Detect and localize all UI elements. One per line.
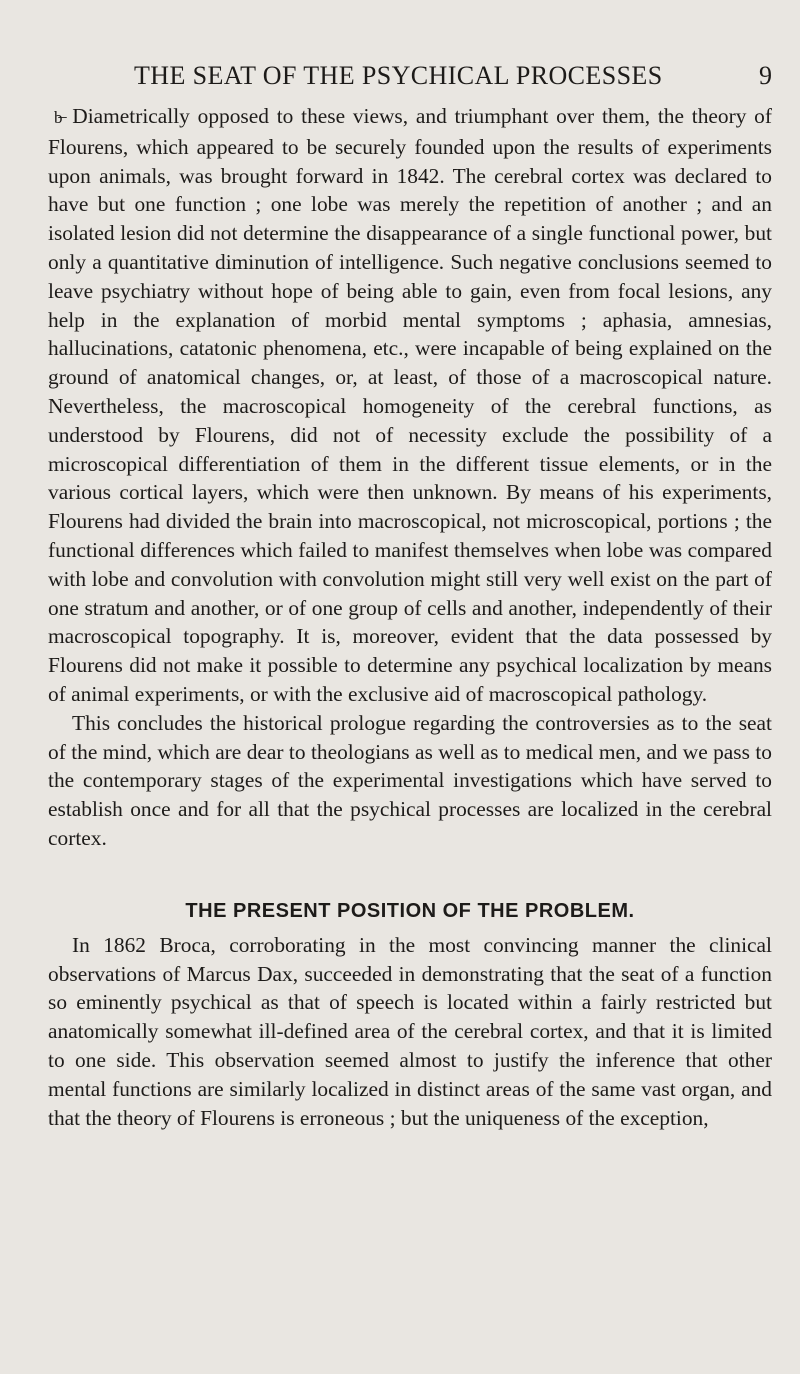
paragraph — [48, 102, 772, 709]
running-title: THE SEAT OF THE PSYCHICAL PROCESSES — [134, 61, 663, 90]
section-heading: THE PRESENT POSITION OF THE PROBLEM. — [185, 899, 635, 922]
paragraph: In 1862 Broca, corroborating in the most convincing manner the clinical observations of Marcus Dax, succeeded in demonstrating that the seat of a function so eminently psychical as that of speech is located within a fairly restricted but anatomically somewhat ill-defined area of the cerebral cortex, and that it is limited to one side. This observation seemed almost to justify the inference that other mental functions are similarly localized in distinct areas of the same vast organ, and that the theory of Flourens is erroneous ; but the uniqueness of the exception, — [48, 932, 772, 1130]
paragraph-text: Diametrically opposed to these views, and triumphant over them, the theory of Flourens, which appeared to be securely founded upon the results of experiments upon animals, was brought forward in 1842. The cerebral cortex was declared to have but one function ; one lobe was merely the repetition of another ; and an isolated lesion did not determine the disappearance of a single functional power, but only a quantitative diminution of intelligence. Such negative conclusions seemed to leave psychiatry without hope of being able to gain, even from focal lesions, any help in the explanation of morbid mental symptoms ; aphasia, amnesias, hallucinations, catatonic phenomena, etc., were incapable of being explained on the ground of anatomical changes, or, at least, of those of a macroscopical nature. Nevertheless, the macroscopical homogeneity of the cerebral functions, as understood by Flourens, did not of necessity exclude the possibility of a microscopical differentiation of them in the different tissue elements, or in the various cortical layers, which were then unknown. By means of his experiments, Flourens had divided the brain into macroscopical, not microscopical, portions ; the functional differences which failed to manifest themselves when lobe was compared with lobe and convolution with convolution might still very well exist on the part of one stratum and another, or of one group of cells and another, independently of their macroscopical topography. It is, moreover, evident that the data possessed by Flourens did not make it possible to determine any psychical localization by means of animal experiments, or with the exclusive aid of macroscopical pathology. — [48, 104, 772, 706]
paragraph: This concludes the historical prologue regarding the controversies as to the seat of the mind, which are dear to theologians as well as to medical men, and we pass to the contemporary stages of the experimental investigations which have served to establish once and for all that the psychical processes are localized in the cerebral cortex. — [48, 710, 772, 850]
running-head — [48, 58, 772, 102]
margin-mark: b̶ — [54, 108, 63, 127]
page-number: 9 — [759, 61, 772, 90]
book-page — [48, 58, 772, 1132]
